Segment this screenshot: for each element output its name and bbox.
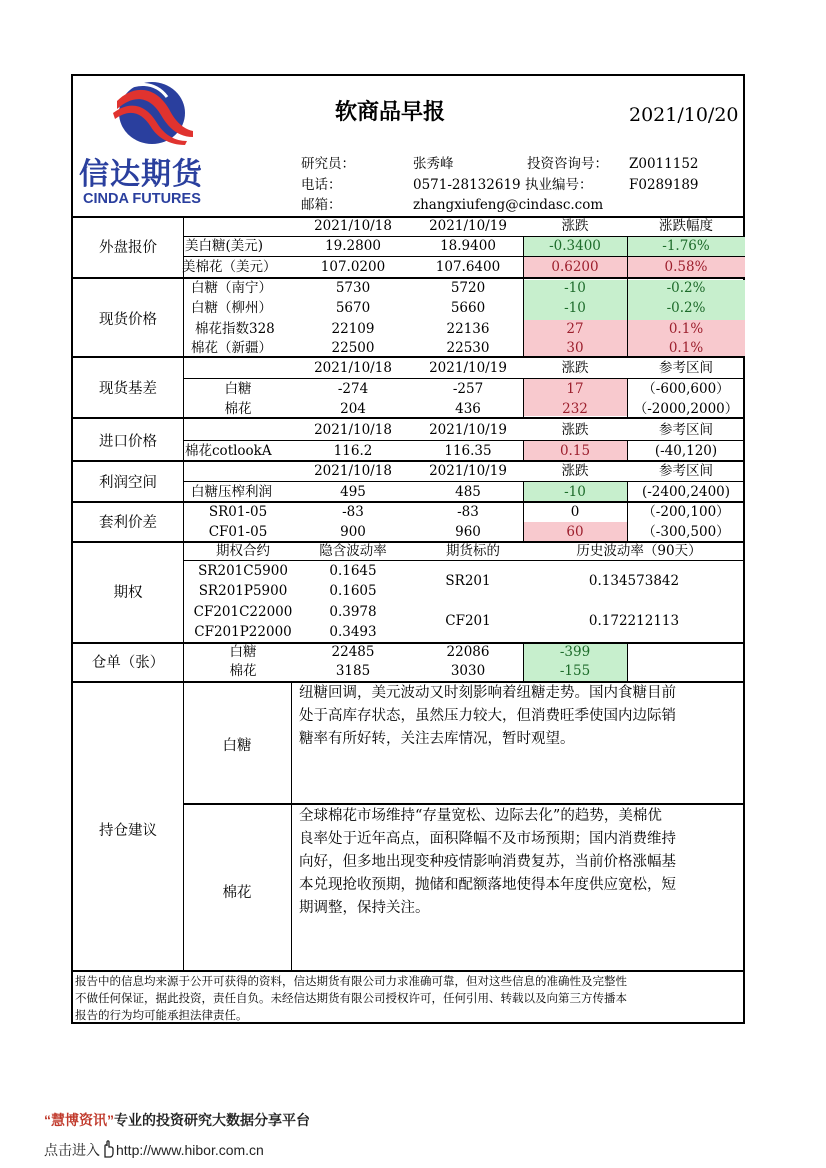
import-name: 棉花cotlookA xyxy=(185,443,272,459)
spot-name: 棉花（新疆） xyxy=(191,340,272,356)
profit-d1: 495 xyxy=(340,484,366,500)
disclaimer xyxy=(75,973,627,1024)
basis-d2: -257 xyxy=(452,381,484,397)
advice-cotton-line: 全球棉花市场维持“存量宽松、边际去化”的趋势，美棉优 xyxy=(299,808,662,824)
spot-name: 白糖（南宁） xyxy=(191,280,272,296)
option-iv: 0.3978 xyxy=(329,604,377,620)
warehouse-chg: -399 xyxy=(559,644,591,660)
basis-chg: 17 xyxy=(566,381,584,397)
col-header-d1: 2021/10/18 xyxy=(314,463,392,479)
advice-cotton-line: 良率处于近年高点，面积降幅不及市场预期；国内消费维持 xyxy=(299,831,676,847)
option-hv: 0.134573842 xyxy=(588,573,680,589)
vrule-advice xyxy=(291,682,292,970)
section-warehouse: 仓单（张） xyxy=(91,655,165,671)
spot-pct: 0.1% xyxy=(668,321,704,337)
col-header-chg: 涨跌 xyxy=(561,422,589,438)
col-header-d2: 2021/10/19 xyxy=(429,360,507,376)
advice-cotton-line: 本兑现抢收预期，抛储和配额落地使得本年度供应宽松，短 xyxy=(299,877,676,893)
advice-cotton-line: 向好，但多地出现变种疫情影响消费复苏，当前价格涨幅基 xyxy=(299,854,676,870)
option-iv: 0.3493 xyxy=(329,624,377,640)
advice-sugar-label: 白糖 xyxy=(222,738,252,754)
basis-d1: 204 xyxy=(340,401,366,417)
basis-range: （-600,600） xyxy=(642,381,730,397)
phone-number: 0571-28132619 xyxy=(413,177,521,193)
options-header-iv: 隐含波动率 xyxy=(319,543,387,559)
options-header-hv: 历史波动率（90天） xyxy=(576,543,702,559)
option-underlying: SR201 xyxy=(445,573,491,589)
section-options: 期权 xyxy=(113,585,143,601)
overseas-chg: 0.6200 xyxy=(551,259,599,275)
warehouse-d1: 3185 xyxy=(335,663,371,679)
profit-range: (-2400,2400) xyxy=(641,484,731,500)
spread-d2: 960 xyxy=(455,524,481,540)
spot-d1: 5730 xyxy=(335,280,371,296)
section-basis: 现货基差 xyxy=(99,381,157,397)
footer-tagline-text: 专业的投资研究大数据分享平台 xyxy=(114,1112,310,1128)
spread-d2: -83 xyxy=(457,504,479,520)
consult-number: Z0011152 xyxy=(629,156,699,172)
page-title: 软商品早报 xyxy=(335,100,446,125)
basis-d1: -274 xyxy=(337,381,369,397)
advice-sugar-line: 糖率有所好转，关注去库情况，暂时观望。 xyxy=(299,731,575,747)
researcher-name: 张秀峰 xyxy=(413,156,454,172)
spot-d2: 22530 xyxy=(446,340,490,356)
spread-name: CF01-05 xyxy=(208,524,268,540)
spot-pct: 0.1% xyxy=(668,340,704,356)
section-spot: 现货价格 xyxy=(99,312,157,328)
researcher-label: 研究员： xyxy=(301,156,355,172)
warehouse-name: 白糖 xyxy=(229,644,257,660)
basis-name: 棉花 xyxy=(224,401,252,417)
section-spread: 套利价差 xyxy=(99,515,157,531)
spot-d2: 5660 xyxy=(450,300,486,316)
spot-chg: -10 xyxy=(564,300,586,316)
col-header-d1: 2021/10/18 xyxy=(314,422,392,438)
col-header-range: 参考区间 xyxy=(659,360,713,376)
email-address[interactable]: zhangxiufeng@cindasc.com xyxy=(413,197,604,213)
overseas-d1: 19.2800 xyxy=(325,238,381,254)
import-d1: 116.2 xyxy=(333,443,373,459)
disclaimer-line: 报告的行为均可能承担法律责任。 xyxy=(75,1008,248,1022)
warehouse-d1: 22485 xyxy=(331,644,375,660)
footer-brand: “慧博资讯” xyxy=(44,1112,114,1128)
basis-name: 白糖 xyxy=(224,381,252,397)
option-iv: 0.1605 xyxy=(329,583,377,599)
col-header-d2: 2021/10/19 xyxy=(429,463,507,479)
advice-sugar-text xyxy=(299,682,676,751)
option-contract: CF201C22000 xyxy=(193,604,293,620)
report-date: 2021/10/20 xyxy=(629,104,739,126)
basis-chg: 232 xyxy=(562,401,588,417)
col-header-range: 参考区间 xyxy=(659,422,713,438)
option-contract: SR201P5900 xyxy=(198,583,288,599)
overseas-name: 美棉花（美元） xyxy=(182,259,277,275)
section-profit: 利润空间 xyxy=(99,475,157,491)
col-header-chg: 涨跌 xyxy=(561,218,589,234)
spread-d1: 900 xyxy=(340,524,366,540)
profit-name: 白糖压榨利润 xyxy=(191,484,272,500)
option-underlying: CF201 xyxy=(445,613,491,629)
cinda-logo-icon xyxy=(109,79,195,147)
overseas-d2: 18.9400 xyxy=(440,238,496,254)
spot-name: 棉花指数328 xyxy=(195,321,275,337)
spot-chg: -10 xyxy=(564,280,586,296)
logo-text-cn: 信达期货 xyxy=(79,157,203,192)
col-header-pct: 涨跌幅度 xyxy=(659,218,713,234)
spot-pct: -0.2% xyxy=(666,300,706,316)
section-overseas: 外盘报价 xyxy=(99,240,157,256)
col-header-range: 参考区间 xyxy=(659,463,713,479)
import-d2: 116.35 xyxy=(444,443,492,459)
overseas-d1: 107.0200 xyxy=(320,259,386,275)
spread-name: SR01-05 xyxy=(208,504,268,520)
spread-chg: 60 xyxy=(566,524,584,540)
col-header-chg: 涨跌 xyxy=(561,360,589,376)
spread-d1: -83 xyxy=(342,504,364,520)
spot-d1: 22109 xyxy=(331,321,375,337)
spot-name: 白糖（柳州） xyxy=(191,300,272,316)
hand-pointer-icon xyxy=(100,1140,116,1158)
option-iv: 0.1645 xyxy=(329,563,377,579)
col-header-d1: 2021/10/18 xyxy=(314,360,392,376)
warehouse-chg: -155 xyxy=(559,663,591,679)
profit-d2: 485 xyxy=(455,484,481,500)
warehouse-d2: 3030 xyxy=(450,663,486,679)
advice-sugar-line: 处于高库存状态，虽然压力较大，但消费旺季使国内边际销 xyxy=(299,708,676,724)
practice-number: F0289189 xyxy=(629,177,699,193)
spot-d2: 22136 xyxy=(446,321,490,337)
spot-d2: 5720 xyxy=(450,280,486,296)
overseas-pct: -1.76% xyxy=(662,238,710,254)
profit-chg: -10 xyxy=(564,484,586,500)
overseas-name: 美白糖(美元) xyxy=(185,238,264,254)
overseas-d2: 107.6400 xyxy=(435,259,501,275)
phone-label: 电话： xyxy=(301,177,342,193)
col-header-d1: 2021/10/18 xyxy=(314,218,392,234)
email-label: 邮箱： xyxy=(301,197,342,213)
options-header-contract: 期权合约 xyxy=(216,543,270,559)
col-header-chg: 涨跌 xyxy=(561,463,589,479)
spot-d1: 22500 xyxy=(331,340,375,356)
footer-link[interactable] xyxy=(44,1140,264,1160)
footer-link-prefix: 点击进入 xyxy=(44,1142,100,1158)
advice-cotton-label: 棉花 xyxy=(222,885,252,901)
disclaimer-line: 报告中的信息均来源于公开可获得的资料，信达期货有限公司力求准确可靠，但对这些信息的准确性及完整性 xyxy=(75,974,627,988)
col-header-d2: 2021/10/19 xyxy=(429,422,507,438)
spread-range: （-300,500） xyxy=(642,524,730,540)
warehouse-d2: 22086 xyxy=(446,644,490,660)
advice-cotton-line: 期调整，保持关注。 xyxy=(299,900,430,916)
report-frame xyxy=(71,74,745,1024)
option-hv: 0.172212113 xyxy=(588,613,680,629)
practice-label: 执业编号： xyxy=(525,177,593,193)
spot-d1: 5670 xyxy=(335,300,371,316)
import-chg: 0.15 xyxy=(559,443,591,459)
logo-text-en: CINDA FUTURES xyxy=(83,191,201,207)
section-advice: 持仓建议 xyxy=(99,823,157,839)
spread-range: （-200,100） xyxy=(642,504,730,520)
spot-chg: 30 xyxy=(566,340,584,356)
advice-sugar-line: 纽糖回调，美元波动又时刻影响着纽糖走势。国内食糖目前 xyxy=(299,685,676,701)
option-contract: CF201P22000 xyxy=(194,624,292,640)
basis-d2: 436 xyxy=(455,401,481,417)
overseas-pct: 0.58% xyxy=(664,259,708,275)
option-contract: SR201C5900 xyxy=(198,563,288,579)
basis-range: （-2000,2000） xyxy=(633,401,739,417)
section-import: 进口价格 xyxy=(99,434,157,450)
warehouse-name: 棉花 xyxy=(229,663,257,679)
options-header-underlying: 期货标的 xyxy=(446,543,500,559)
footer-url[interactable]: http://www.hibor.com.cn xyxy=(116,1142,264,1158)
spread-chg: 0 xyxy=(570,504,580,520)
consult-label: 投资咨询号： xyxy=(527,156,608,172)
overseas-chg: -0.3400 xyxy=(549,238,601,254)
spot-pct: -0.2% xyxy=(666,280,706,296)
rule-disclaimer-top xyxy=(73,970,745,972)
advice-cotton-text xyxy=(299,805,676,920)
col-header-d2: 2021/10/19 xyxy=(429,218,507,234)
spot-chg: 27 xyxy=(566,321,584,337)
disclaimer-line: 不做任何保证，据此投资，责任自负。未经信达期货有限公司授权许可，任何引用、转载以及向第三方传播本 xyxy=(75,991,627,1005)
import-range: (-40,120) xyxy=(654,443,718,459)
footer-tagline xyxy=(44,1110,310,1130)
vrule xyxy=(627,644,628,681)
